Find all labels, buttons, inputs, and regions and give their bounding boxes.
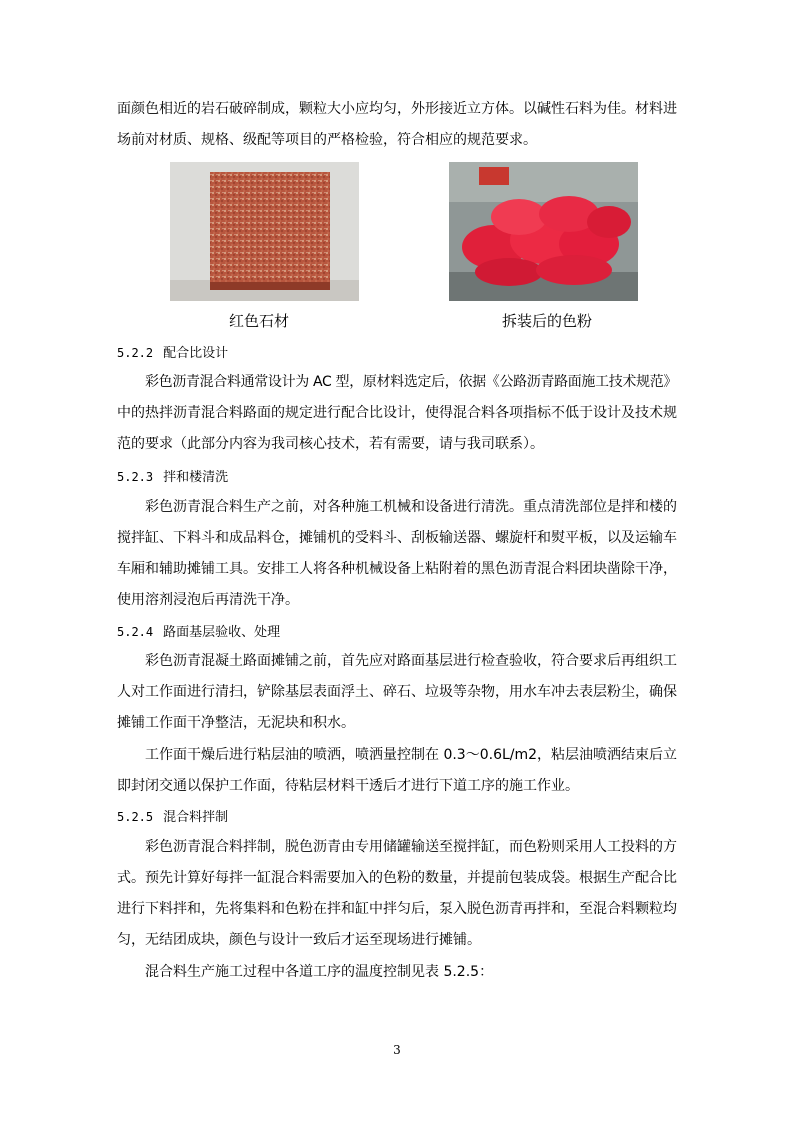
section-number: 5.2.3 — [117, 470, 154, 484]
section-number: 5.2.4 — [117, 625, 154, 639]
section-heading — [117, 343, 228, 364]
text-line: 混合料生产施工过程中各道工序的温度控制见表 5.2.5： — [145, 964, 494, 980]
body-paragraph — [117, 740, 677, 802]
body-paragraph — [117, 957, 677, 988]
text-line: 车厢和辅助摊铺工具。安排工人将各种机械设备上粘附着的黑色沥青混合料团块凿除干净， — [117, 561, 677, 577]
page-number: 3 — [393, 1043, 401, 1057]
section-title: 拌和楼清洗 — [163, 470, 229, 485]
intro-paragraph — [117, 94, 677, 156]
text-line: 式。预先计算好每拌一缸混合料需要加入的色粉的数量，并提前包装成袋。根据生产配合比 — [117, 870, 677, 886]
text-line: 使用溶剂浸泡后再清洗干净。 — [117, 592, 299, 608]
body-paragraph — [117, 832, 677, 956]
text-line: 彩色沥青混合料通常设计为 AC 型，原材料选定后，依据《公路沥青路面施工技术规范》 — [145, 374, 678, 390]
body-paragraph — [117, 367, 677, 460]
body-paragraph — [117, 646, 677, 739]
body-paragraph — [117, 492, 677, 616]
section-title: 配合比设计 — [163, 346, 229, 361]
section-heading — [117, 807, 228, 828]
text-line: 人对工作面进行清扫，铲除基层表面浮土、碎石、垃圾等杂物，用水车冲去表层粉尘，确保 — [117, 684, 677, 700]
red-stone-photo — [170, 162, 359, 301]
text-line: 彩色沥青混凝土路面摊铺之前，首先应对路面基层进行检查验收，符合要求后再组织工 — [145, 653, 677, 669]
text-line: 面颜色相近的岩石破碎制成，颗粒大小应均匀，外形接近立方体。以碱性石料为佳。材料进 — [117, 101, 677, 117]
section-heading — [117, 467, 228, 488]
figure-caption: 红色石材 — [229, 312, 290, 330]
text-line: 搅拌缸、下料斗和成品料仓，摊铺机的受料斗、刮板输送器、螺旋杆和熨平板，以及运输车 — [117, 530, 677, 546]
section-number: 5.2.2 — [117, 346, 154, 360]
red-stone-image — [170, 162, 359, 301]
color-powder-photo — [449, 162, 638, 301]
section-title: 混合料拌制 — [163, 810, 229, 825]
text-line: 工作面干燥后进行粘层油的喷洒，喷洒量控制在 0.3～0.6L/m2，粘层油喷洒结束后立 — [145, 747, 678, 763]
section-number: 5.2.5 — [117, 810, 154, 824]
figure-caption: 拆装后的色粉 — [502, 312, 593, 330]
text-line: 范的要求（此部分内容为我司核心技术，若有需要，请与我司联系）。 — [117, 436, 544, 452]
section-heading — [117, 622, 280, 643]
color-powder-image — [449, 162, 638, 301]
text-line: 摊铺工作面干净整洁，无泥块和积水。 — [117, 715, 355, 731]
text-line: 中的热拌沥青混合料路面的规定进行配合比设计，使得混合料各项指标不低于设计及技术规 — [117, 405, 677, 421]
text-line: 场前对材质、规格、级配等项目的严格检验，符合相应的规范要求。 — [117, 132, 537, 148]
text-line: 彩色沥青混合料拌制，脱色沥青由专用储罐输送至搅拌缸，而色粉则采用人工投料的方 — [145, 839, 677, 855]
text-line: 即封闭交通以保护工作面，待粘层材料干透后才进行下道工序的施工作业。 — [117, 778, 579, 794]
text-line: 进行下料拌和，先将集料和色粉在拌和缸中拌匀后，泵入脱色沥青再拌和，至混合料颗粒均 — [117, 901, 677, 917]
section-title: 路面基层验收、处理 — [163, 625, 281, 640]
text-line: 彩色沥青混合料生产之前，对各种施工机械和设备进行清洗。重点清洗部位是拌和楼的 — [145, 499, 677, 515]
text-line: 匀，无结团成块，颜色与设计一致后才运至现场进行摊铺。 — [117, 932, 481, 948]
